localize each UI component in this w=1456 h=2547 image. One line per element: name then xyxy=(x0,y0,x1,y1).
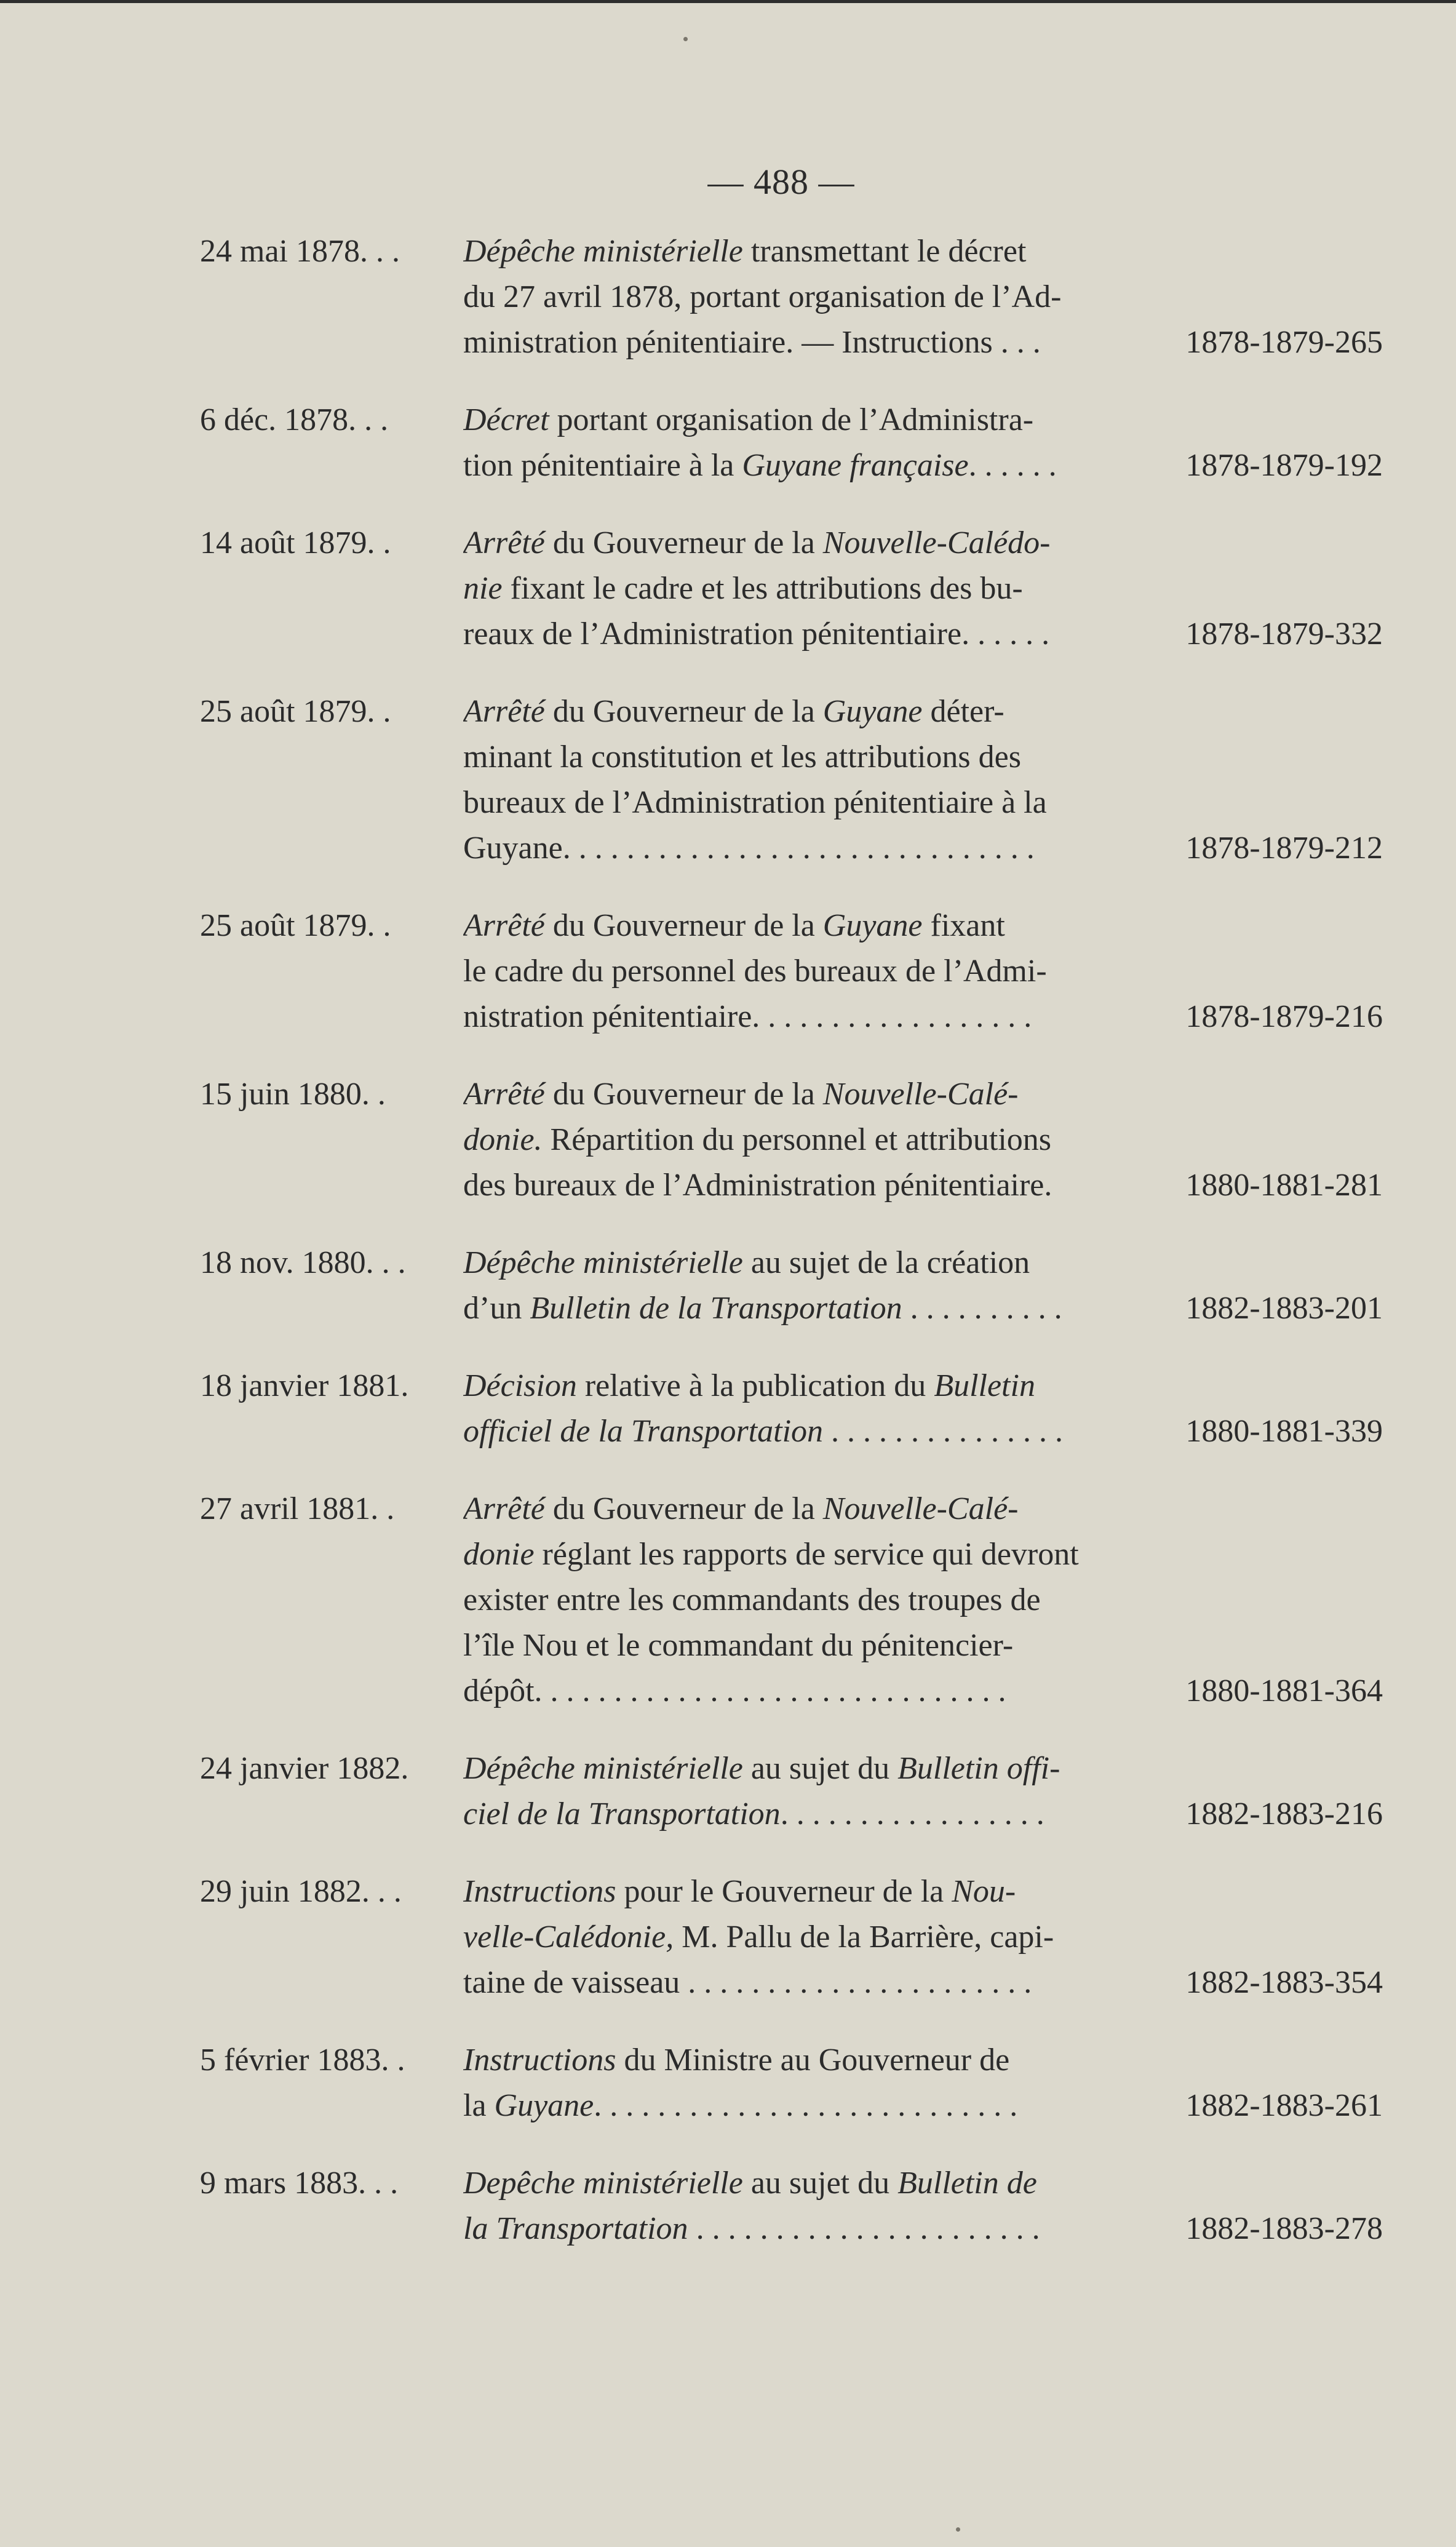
entry-line xyxy=(463,1792,1136,1837)
entry-italic-text: Bulletin xyxy=(934,1368,1035,1403)
entry-reference: 1882-1883-216 xyxy=(1185,1796,1383,1832)
paper-speck xyxy=(683,37,688,41)
entry-description xyxy=(463,903,1136,1040)
entry-text: du Gouverneur de la xyxy=(544,525,823,560)
entry-italic-text: velle-Calédonie, xyxy=(463,1919,674,1955)
entry-line xyxy=(463,994,1136,1040)
entry-line xyxy=(463,1409,1136,1454)
entry-date: 27 avril 1881. . xyxy=(200,1491,395,1526)
entry-text: du 27 avril 1878, portant organisation de l’Ad- xyxy=(463,279,1062,314)
entry-italic-text: Nou- xyxy=(952,1874,1016,1909)
page-number: — 488 — xyxy=(707,162,855,202)
entry-text: Guyane. . . . . . . . . . . . . . . . . . . . . . . . . . . . . . xyxy=(463,831,1035,866)
entry-description xyxy=(463,397,1136,488)
entry-date: 18 nov. 1880. . . xyxy=(200,1245,406,1280)
entry-text: pour le Gouverneur de la xyxy=(616,1874,952,1909)
entry-text: le cadre du personnel des bureaux de l’Admi- xyxy=(463,954,1047,989)
entry-description xyxy=(463,1240,1136,1331)
entry-date: 25 août 1879. . xyxy=(200,694,391,729)
entry-reference: 1878-1879-192 xyxy=(1185,448,1383,483)
entry-line xyxy=(463,826,1136,871)
entry-description xyxy=(463,2038,1136,2129)
entry-line xyxy=(463,1746,1136,1792)
entry-date: 29 juin 1882. . . xyxy=(200,1874,402,1909)
entry-text: . . . . . . . . . . . . . . . . . . . . . . xyxy=(688,2211,1040,2246)
entry-italic-text: Arrêté xyxy=(463,908,545,943)
entry-text: . . . . . . xyxy=(968,448,1057,483)
entry-reference: 1882-1883-278 xyxy=(1185,2211,1383,2246)
entry-line xyxy=(463,2083,1136,2129)
entry-line xyxy=(463,735,1136,780)
entry-italic-text: ciel de la Transportation xyxy=(463,1796,781,1832)
entry-description xyxy=(463,229,1136,365)
entry-text: du Gouverneur de la xyxy=(544,694,823,729)
entry-text: transmettant le décret xyxy=(742,234,1027,269)
entry-reference: 1882-1883-201 xyxy=(1185,1291,1383,1326)
entry-reference: 1878-1879-212 xyxy=(1185,831,1383,866)
entry-row xyxy=(0,1072,1456,1208)
entry-italic-text: Arrêté xyxy=(463,694,545,729)
entry-line xyxy=(463,1623,1136,1668)
entry-date: 6 déc. 1878. . . xyxy=(200,402,389,437)
entry-text: fixant xyxy=(922,908,1005,943)
entry-row xyxy=(0,1746,1456,1837)
entry-line xyxy=(463,780,1136,826)
entry-text: tion pénitentiaire à la xyxy=(463,448,742,483)
entry-line xyxy=(463,1240,1136,1286)
entry-line xyxy=(463,566,1136,612)
entry-reference: 1882-1883-354 xyxy=(1185,1965,1383,2000)
entry-line xyxy=(463,689,1136,735)
entry-reference: 1880-1881-339 xyxy=(1185,1414,1383,1449)
entry-line xyxy=(463,320,1136,365)
entry-date: 24 mai 1878. . . xyxy=(200,234,400,269)
entry-italic-text: officiel de la Transportation xyxy=(463,1414,824,1449)
entry-italic-text: Guyane xyxy=(822,694,923,729)
entry-italic-text: Instructions xyxy=(463,1874,616,1909)
entry-text: bureaux de l’Administration pénitentiaire à la xyxy=(463,785,1047,820)
entry-line xyxy=(463,2206,1136,2252)
entry-line xyxy=(463,520,1136,566)
entry-text: . . . . . . . . . . . . . . . xyxy=(823,1414,1064,1449)
entry-text: la xyxy=(463,2088,495,2123)
entry-italic-text: Dépêche ministérielle xyxy=(463,1245,743,1280)
entry-line xyxy=(463,612,1136,657)
entry-line xyxy=(463,1163,1136,1208)
entry-reference: 1880-1881-281 xyxy=(1185,1168,1383,1203)
entry-description xyxy=(463,1486,1136,1714)
entry-row xyxy=(0,2161,1456,2252)
entry-line xyxy=(463,1286,1136,1331)
entry-line xyxy=(463,2038,1136,2083)
entry-description xyxy=(463,1746,1136,1837)
entry-line xyxy=(463,903,1136,949)
entry-description xyxy=(463,1363,1136,1454)
entry-reference: 1882-1883-261 xyxy=(1185,2088,1383,2123)
entry-date: 25 août 1879. . xyxy=(200,908,391,943)
entry-line xyxy=(463,2161,1136,2206)
entry-date: 15 juin 1880. . xyxy=(200,1077,386,1112)
paper-speck xyxy=(956,2527,960,2532)
entry-line xyxy=(463,1486,1136,1532)
entry-italic-text: nie xyxy=(463,571,503,606)
entry-italic-text: Bulletin offi- xyxy=(897,1751,1060,1786)
entry-description xyxy=(463,1072,1136,1208)
entry-text: d’un xyxy=(463,1291,530,1326)
entry-text: . . . . . . . . . . . . . . . . . xyxy=(780,1796,1044,1832)
entry-text: nistration pénitentiaire. . . . . . . . . . . . . . . . . . xyxy=(463,999,1032,1034)
entry-italic-text: Nouvelle-Calé- xyxy=(822,1077,1019,1112)
entry-italic-text: Nouvelle-Calé- xyxy=(822,1491,1019,1526)
entry-text: réglant les rapports de service qui devront xyxy=(534,1537,1079,1572)
entry-text: exister entre les commandants des troupes de xyxy=(463,1582,1041,1617)
entry-line xyxy=(463,274,1136,320)
entry-line xyxy=(463,1668,1136,1714)
entry-row xyxy=(0,689,1456,871)
entry-text: Répartition du personnel et attributions xyxy=(542,1122,1052,1157)
entry-text: l’île Nou et le commandant du pénitencier- xyxy=(463,1628,1014,1663)
entry-description xyxy=(463,689,1136,871)
entry-reference: 1878-1879-265 xyxy=(1185,325,1383,360)
entry-italic-text: Bulletin de la Transportation xyxy=(530,1291,902,1326)
entry-text: des bureaux de l’Administration pénitentiaire. xyxy=(463,1168,1052,1203)
entry-description xyxy=(463,520,1136,657)
entry-line xyxy=(463,1960,1136,2006)
entry-italic-text: Décret xyxy=(463,402,549,437)
entry-date: 5 février 1883. . xyxy=(200,2043,405,2078)
entry-description xyxy=(463,2161,1136,2252)
entry-line xyxy=(463,1117,1136,1163)
entry-row xyxy=(0,1869,1456,2006)
entry-italic-text: Arrêté xyxy=(463,525,545,560)
entry-italic-text: Bulletin de xyxy=(897,2166,1037,2201)
entry-italic-text: Arrêté xyxy=(463,1491,545,1526)
entry-line xyxy=(463,1577,1136,1623)
entry-line xyxy=(463,1363,1136,1409)
entry-text: du Ministre au Gouverneur de xyxy=(616,2043,1010,2078)
entry-italic-text: Dépêche ministérielle xyxy=(463,234,743,269)
entry-row xyxy=(0,1486,1456,1714)
entry-text: reaux de l’Administration pénitentiaire. . . . . . xyxy=(463,616,1050,652)
entry-italic-text: Instructions xyxy=(463,2043,616,2078)
entry-date: 24 janvier 1882. xyxy=(200,1751,409,1786)
entry-italic-text: Guyane française xyxy=(742,448,969,483)
entry-row xyxy=(0,397,1456,488)
entry-text: . . . . . . . . . . . . . . . . . . . . . . . . . . . xyxy=(594,2088,1018,2123)
entry-text: au sujet de la création xyxy=(742,1245,1030,1280)
entry-italic-text: donie xyxy=(463,1537,535,1572)
entry-line xyxy=(463,1532,1136,1577)
entry-italic-text: Guyane xyxy=(822,908,923,943)
entry-row xyxy=(0,520,1456,657)
entry-italic-text: Dépêche ministérielle xyxy=(463,1751,743,1786)
entry-text: déter- xyxy=(922,694,1004,729)
entry-row xyxy=(0,229,1456,365)
entry-list xyxy=(0,229,1456,2284)
entry-row xyxy=(0,1363,1456,1454)
entry-text: portant organisation de l’Administra- xyxy=(549,402,1034,437)
page-top-edge xyxy=(0,0,1456,3)
entry-reference: 1880-1881-364 xyxy=(1185,1673,1383,1708)
entry-italic-text: Décision xyxy=(463,1368,577,1403)
entry-reference: 1878-1879-216 xyxy=(1185,999,1383,1034)
entry-line xyxy=(463,1072,1136,1117)
entry-line xyxy=(463,443,1136,488)
entry-italic-text: Guyane xyxy=(494,2088,594,2123)
entry-row xyxy=(0,903,1456,1040)
entry-text: du Gouverneur de la xyxy=(544,908,823,943)
entry-text: relative à la publication du xyxy=(576,1368,934,1403)
entry-italic-text: Arrêté xyxy=(463,1077,545,1112)
entry-text: minant la constitution et les attributions des xyxy=(463,739,1021,775)
entry-line xyxy=(463,949,1136,994)
entry-line xyxy=(463,229,1136,274)
entry-text: . . . . . . . . . . xyxy=(902,1291,1062,1326)
entry-italic-text: la Transportation xyxy=(463,2211,688,2246)
entry-date: 14 août 1879. . xyxy=(200,525,391,560)
entry-text: M. Pallu de la Barrière, capi- xyxy=(674,1919,1054,1955)
entry-line xyxy=(463,1869,1136,1915)
entry-text: ministration pénitentiaire. — Instructions . . . xyxy=(463,325,1041,360)
entry-text: du Gouverneur de la xyxy=(544,1491,823,1526)
entry-line xyxy=(463,1915,1136,1960)
entry-text: au sujet du xyxy=(742,1751,898,1786)
entry-italic-text: donie. xyxy=(463,1122,543,1157)
entry-text: dépôt. . . . . . . . . . . . . . . . . . . . . . . . . . . . . . xyxy=(463,1673,1006,1708)
entry-text: au sujet du xyxy=(742,2166,898,2201)
entry-text: fixant le cadre et les attributions des bu- xyxy=(502,571,1023,606)
entry-row xyxy=(0,1240,1456,1331)
entry-reference: 1878-1879-332 xyxy=(1185,616,1383,652)
entry-text: du Gouverneur de la xyxy=(544,1077,823,1112)
entry-date: 9 mars 1883. . . xyxy=(200,2166,399,2201)
entry-italic-text: Depêche ministérielle xyxy=(463,2166,743,2201)
entry-date: 18 janvier 1881. xyxy=(200,1368,409,1403)
entry-description xyxy=(463,1869,1136,2006)
entry-text: taine de vaisseau . . . . . . . . . . . . . . . . . . . . . . xyxy=(463,1965,1032,2000)
entry-line xyxy=(463,397,1136,443)
entry-italic-text: Nouvelle-Calédo- xyxy=(822,525,1051,560)
entry-row xyxy=(0,2038,1456,2129)
